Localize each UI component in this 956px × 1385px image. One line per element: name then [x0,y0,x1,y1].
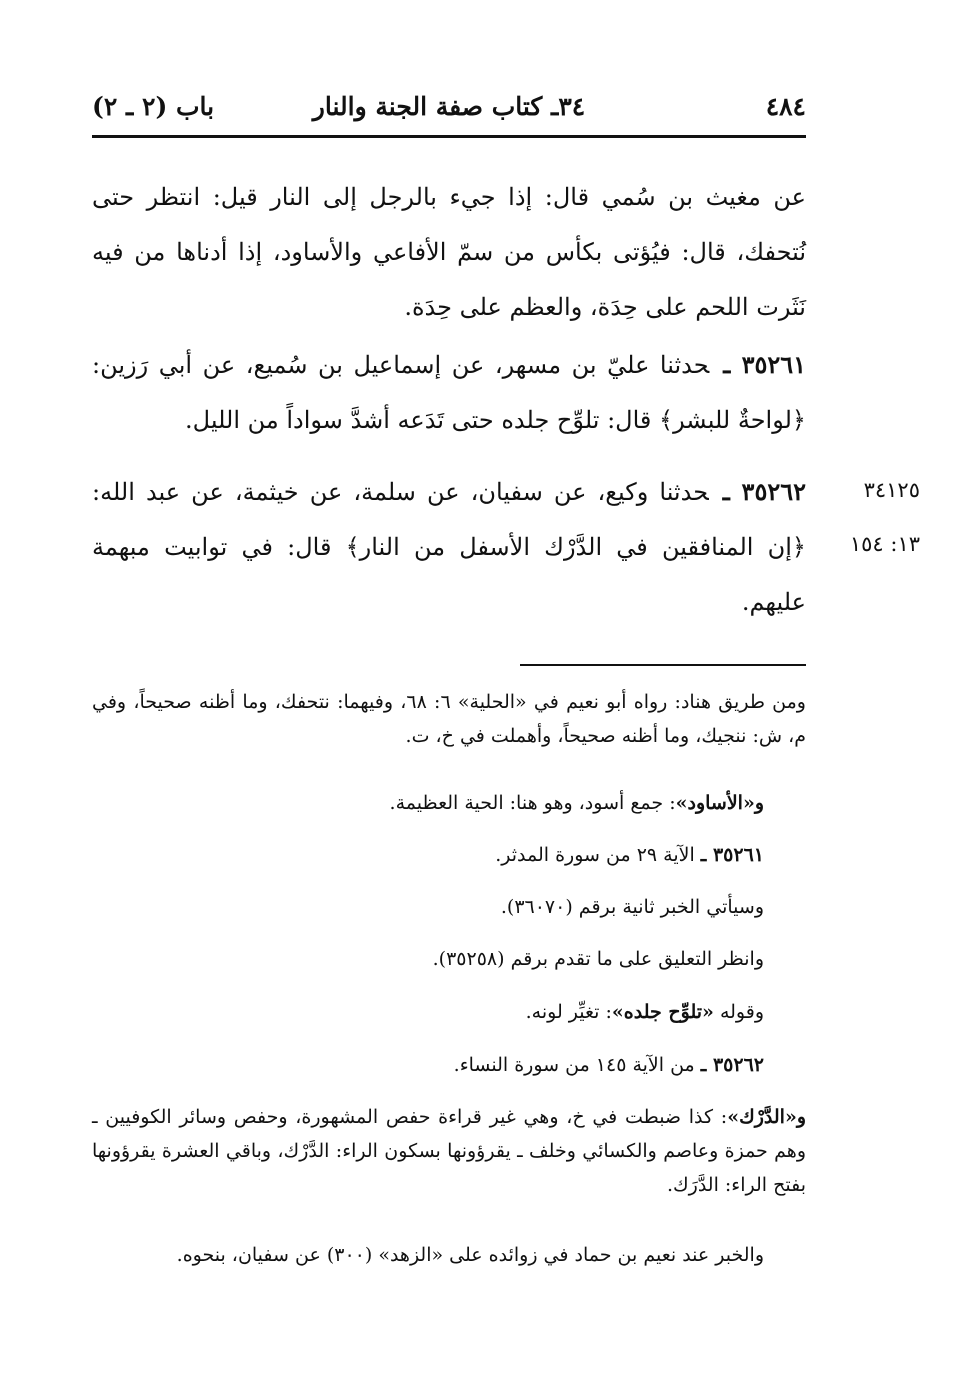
hadith-35261 [92,337,806,448]
book-title: ٣٤ـ كتاب صفة الجنة والنار [312,92,586,121]
footnote-text: : جمع أسود، وهو هنا: الحية العظيمة. [389,792,676,814]
hadith-text: حدثنا عليّ بن مسهر، عن إسماعيل بن سُميع، عن أبي رَزين: ﴿لواحةٌ للبشر﴾ قال: تلوِّح جلده حتى تَدَعه أشدَّ سواداً من الليل. [92,351,806,434]
header-divider [92,135,806,138]
footnote [92,995,806,1029]
page-number: ٤٨٤ [765,92,806,121]
footnote [92,838,806,872]
hadith-text: حدثنا وكيع، عن سفيان، عن سلمة، عن خيثمة، عن عبد الله: ﴿إن المنافقين في الدَّرْك الأسفل من النار﴾ قال: في توابيت مبهمة عليهم. [92,478,806,616]
margin-reference: ١٣: ١٥٤ [849,532,920,556]
footnote-number: ٣٥٢٦١ ـ [700,844,764,866]
chapter-label: باب (٢ ـ ٢) [92,92,215,121]
footnote [92,786,806,820]
footnote-number: ٣٥٢٦٢ ـ [700,1054,764,1076]
footnote [92,1048,806,1082]
footnote-text: من الآية ١٤٥ من سورة النساء. [453,1054,701,1076]
footnote [92,1100,806,1202]
footnote: والخبر عند نعيم بن حماد في زوائده على «الزهد» (٣٠٠) عن سفيان، بنحوه. [176,1244,764,1266]
footnote-text: : تغيِّر لونه. [525,1001,612,1023]
hadith-number: ٣٥٢٦٢ ـ [722,477,806,506]
footnote-term: و«الأساود» [675,792,764,814]
footnote-divider [520,664,806,666]
hadith-number: ٣٥٢٦١ ـ [723,350,807,379]
footnote: وسيأتي الخبر ثانية برقم (٣٦٠٧٠). [500,896,764,918]
footnote-term: «تلوِّح جلده» [611,1001,714,1023]
page-header [92,92,806,132]
footnote-text: : كذا ضبطت في خ، وهي غير قراءة حفص المشهورة، وحفص وسائر الكوفيين ـ وهم حمزة وعاصم والكسائي وخلف ـ يقرؤونها بسكون الراء: الدَّرْك، وباقي العشرة يقرؤونها بفتح الراء: الدَّرَك. [92,1106,806,1196]
margin-reference: ٣٤١٢٥ [863,478,920,502]
footnote-text: الآية ٢٩ من سورة المدثر. [495,844,701,866]
footnote-term: و«الدَّرْك» [727,1106,806,1128]
paragraph-continuation: عن مغيث بن سُمي قال: إذا جيء بالرجل إلى النار قيل: انتظر حتى نُتحفك، قال: فيُؤتى بكأس من سمّ الأفاعي والأساود، إذا أدناها من فيه نَثَرت اللحم على حِدَة، والعظم على حِدَة. [92,183,807,321]
footnote: وانظر التعليق على ما تقدم برقم (٣٥٢٥٨). [432,948,764,970]
footnote: ومن طريق هناد: رواه أبو نعيم في «الحلية» ٦: ٦٨، وفيهما: نتحفك، وما أظنه صحيحاً، وفي م، ش: ننجيك، وما أظنه صحيحاً، وأهملت في خ، ت. [92,691,806,747]
footnote-text: وقوله [713,1001,764,1023]
hadith-35262 [92,464,806,630]
